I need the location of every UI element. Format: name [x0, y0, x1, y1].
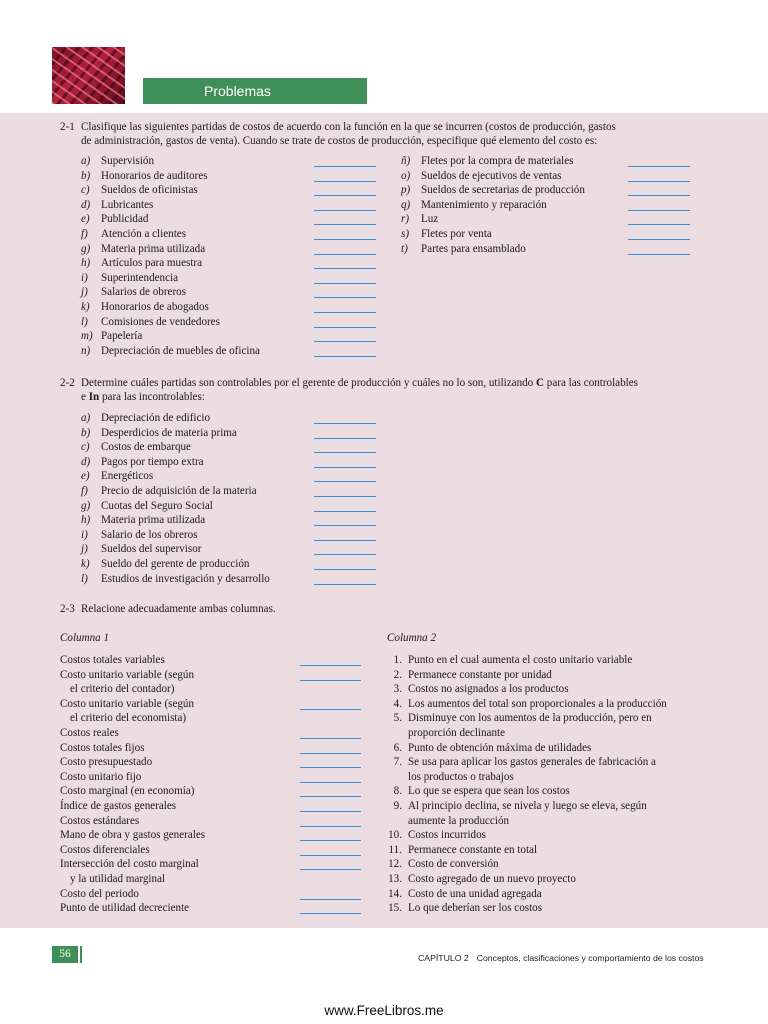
item-text: Superintendencia: [101, 271, 179, 284]
item-letter: a): [81, 155, 91, 167]
match-answer-line[interactable]: [300, 738, 361, 739]
item-letter: q): [401, 198, 411, 211]
chapter-footer: [418, 953, 704, 963]
item-text: Materia prima utilizada: [101, 242, 206, 255]
item-text: Depreciación de edificio: [101, 412, 211, 424]
item-text: Partes para ensamblado: [421, 242, 526, 255]
match-answer-line[interactable]: [300, 840, 361, 841]
column-2-number: 11.: [388, 843, 402, 856]
answer-line[interactable]: [314, 554, 376, 555]
column-2-item: Se usa para aplicar los gastos generales de fabricación a: [408, 756, 656, 769]
column-2-item: proporción declinante: [408, 727, 506, 739]
answer-line[interactable]: [628, 239, 690, 240]
answer-line[interactable]: [314, 496, 376, 497]
problem-2-text-part: para las controlables: [544, 377, 638, 389]
problem-3-number: 2-3: [60, 603, 75, 615]
header-photo: [52, 47, 125, 104]
column-2-number: 15.: [388, 902, 402, 915]
item-letter: c): [81, 184, 90, 197]
item-letter: c): [81, 441, 90, 454]
column-2-item: Los aumentos del total son proporcionales a la producción: [408, 697, 667, 710]
answer-line[interactable]: [314, 540, 376, 541]
item-text: Sueldos de ejecutivos de ventas: [421, 169, 562, 182]
item-text: Publicidad: [101, 213, 149, 226]
match-answer-line[interactable]: [300, 753, 361, 754]
answer-line[interactable]: [314, 525, 376, 526]
column-2-number: 10.: [388, 829, 402, 842]
problem-2-text-line-2: [81, 390, 205, 405]
column-2-item: Costos no asignados a los productos: [408, 683, 569, 696]
column-1-item: Costo del periodo: [60, 887, 139, 900]
column-1-item: Costo presupuestado: [60, 756, 153, 769]
answer-line[interactable]: [314, 569, 376, 570]
column-2-item: Permanece constante en total: [408, 843, 538, 856]
column-1-item: Costo unitario fijo: [60, 770, 142, 783]
item-letter: h): [81, 257, 91, 270]
column-1-item: Costos reales: [60, 727, 119, 739]
problem-2-text-part: Determine cuáles partidas son controlables por el gerente de producción y cuáles no lo son, utilizando: [81, 377, 537, 389]
match-answer-line[interactable]: [300, 855, 361, 856]
uncontrollable-code: In: [88, 391, 100, 403]
answer-line[interactable]: [314, 327, 376, 328]
section-banner: [143, 78, 367, 104]
website-footer: www.FreeLibros.me: [324, 1003, 444, 1018]
column-2-number: 13.: [388, 873, 402, 885]
match-answer-line[interactable]: [300, 665, 361, 666]
column-2-number: 3.: [393, 683, 402, 696]
column-2-item: Disminuye con los aumentos de la producción, pero en: [408, 712, 652, 725]
item-text: Sueldos del supervisor: [101, 543, 202, 556]
item-text: Lubricantes: [101, 198, 154, 211]
item-letter: k): [81, 558, 90, 570]
column-2-title: Columna 2: [387, 632, 437, 644]
answer-line[interactable]: [314, 254, 376, 255]
item-text: Cuotas del Seguro Social: [101, 499, 213, 512]
problem-2-text-part: e: [81, 391, 89, 403]
item-text: Materia prima utilizada: [101, 514, 206, 527]
item-text: Mantenimiento y reparación: [421, 198, 547, 211]
item-letter: l): [81, 315, 88, 328]
answer-line[interactable]: [314, 297, 376, 298]
column-1-item: el criterio del economista): [70, 712, 187, 725]
answer-line[interactable]: [314, 467, 376, 468]
item-letter: l): [81, 572, 88, 585]
item-letter: t): [401, 242, 408, 255]
answer-line[interactable]: [628, 210, 690, 211]
item-text: Honorarios de auditores: [101, 169, 208, 182]
page-number: 56: [52, 946, 78, 963]
item-text: Papelería: [101, 330, 143, 343]
item-text: Pagos por tiempo extra: [101, 455, 204, 468]
column-1-item: Costos estándares: [60, 814, 140, 827]
answer-line[interactable]: [314, 481, 376, 482]
column-1-item: Índice de gastos generales: [60, 800, 177, 812]
column-1-item: Costos totales fijos: [60, 741, 145, 754]
item-letter: f): [81, 228, 88, 240]
answer-line[interactable]: [314, 195, 376, 196]
column-2-item: Permanece constante por unidad: [408, 668, 552, 681]
match-answer-line[interactable]: [300, 869, 361, 870]
controllable-code: C: [536, 377, 545, 389]
match-answer-line[interactable]: [300, 782, 361, 783]
answer-line[interactable]: [314, 166, 376, 167]
item-text: Supervisión: [101, 155, 155, 167]
item-letter: d): [81, 198, 91, 211]
column-2-number: 7.: [393, 756, 402, 769]
column-1-item: el criterio del contador): [70, 683, 175, 696]
item-letter: s): [401, 228, 410, 240]
item-text: Fletes por la compra de materiales: [421, 155, 574, 167]
item-text: Honorarios de abogados: [101, 301, 209, 313]
match-answer-line[interactable]: [300, 826, 361, 827]
answer-line[interactable]: [314, 584, 376, 585]
item-letter: g): [81, 242, 91, 255]
item-letter: i): [81, 271, 88, 284]
answer-line[interactable]: [314, 452, 376, 453]
item-letter: b): [81, 426, 91, 439]
match-answer-line[interactable]: [300, 767, 361, 768]
item-text: Precio de adquisición de la materia: [101, 485, 257, 497]
item-letter: f): [81, 485, 88, 497]
column-1-item: Mano de obra y gastos generales: [60, 829, 206, 842]
item-letter: d): [81, 455, 91, 468]
answer-line[interactable]: [314, 511, 376, 512]
item-text: Atención a clientes: [101, 228, 187, 240]
column-1-item: Costos totales variables: [60, 654, 165, 666]
item-letter: n): [81, 344, 91, 357]
problem-2-text-line-1: [81, 376, 638, 391]
column-2-number: 14.: [388, 887, 402, 900]
column-2-item: Punto de obtención máxima de utilidades: [408, 741, 592, 754]
answer-line[interactable]: [314, 438, 376, 439]
match-answer-line[interactable]: [300, 796, 361, 797]
problem-1-number: 2-1: [60, 121, 75, 133]
chapter-title: Conceptos, clasificaciones y comportamiento de los costos: [476, 953, 704, 963]
item-text: Desperdicios de materia prima: [101, 426, 237, 439]
column-2-item: Punto en el cual aumenta el costo unitario variable: [408, 654, 633, 666]
column-2-item: Costos incurridos: [408, 829, 486, 842]
item-text: Depreciación de muebles de oficina: [101, 344, 260, 357]
answer-line[interactable]: [314, 312, 376, 313]
answer-line[interactable]: [314, 268, 376, 269]
answer-line[interactable]: [628, 181, 690, 182]
item-text: Sueldos de secretarias de producción: [421, 184, 585, 197]
item-letter: h): [81, 514, 91, 527]
answer-line[interactable]: [628, 254, 690, 255]
answer-line[interactable]: [314, 181, 376, 182]
column-1-item: Punto de utilidad decreciente: [60, 902, 190, 915]
column-2-item: Lo que deberían ser los costos: [408, 902, 543, 915]
answer-line[interactable]: [628, 224, 690, 225]
column-2-number: 2.: [393, 668, 402, 681]
column-1-item: Costos diferenciales: [60, 843, 150, 856]
item-text: Salario de los obreros: [101, 528, 198, 541]
item-text: Energéticos: [101, 470, 154, 483]
answer-line[interactable]: [314, 283, 376, 284]
page-number-bar: [80, 946, 82, 963]
column-1-item: y la utilidad marginal: [70, 873, 165, 885]
answer-line[interactable]: [314, 239, 376, 240]
match-answer-line[interactable]: [300, 709, 361, 710]
item-letter: p): [401, 184, 411, 197]
answer-line[interactable]: [628, 195, 690, 196]
column-2-item: aumente la producción: [408, 814, 510, 827]
column-2-item: Lo que se espera que sean los costos: [408, 785, 570, 798]
column-1-item: Costo unitario variable (según: [60, 697, 195, 710]
answer-line[interactable]: [314, 210, 376, 211]
item-letter: e): [81, 470, 90, 483]
item-letter: r): [401, 213, 410, 226]
item-letter: i): [81, 528, 88, 541]
column-2-item: Costo de conversión: [408, 858, 499, 871]
column-2-item: Costo agregado de un nuevo proyecto: [408, 873, 576, 885]
column-2-number: 8.: [393, 785, 402, 798]
item-text: Fletes por venta: [421, 228, 492, 240]
column-2-number: 4.: [393, 697, 402, 710]
column-1-item: Costo marginal (en economía): [60, 785, 195, 798]
problems-panel: [0, 113, 768, 928]
problem-1-text-line-2: de administración, gastos de venta). Cuando se trate de costos de producción, especifique qué elemento del costo es:: [81, 135, 598, 147]
column-1-item: Intersección del costo marginal: [60, 858, 199, 871]
item-letter: m): [81, 330, 93, 343]
column-2-number: 6.: [393, 741, 402, 754]
item-letter: a): [81, 412, 91, 424]
column-2-item: Costo de una unidad agregada: [408, 887, 542, 900]
item-text: Salarios de obreros: [101, 286, 187, 299]
match-answer-line[interactable]: [300, 899, 361, 900]
answer-line[interactable]: [314, 224, 376, 225]
column-2-number: 12.: [388, 858, 402, 871]
item-letter: e): [81, 213, 90, 226]
item-letter: ñ): [401, 155, 411, 167]
item-text: Comisiones de vendedores: [101, 315, 220, 328]
column-1-title: Columna 1: [60, 632, 110, 644]
section-banner-label: Problemas: [204, 83, 271, 99]
answer-line[interactable]: [314, 356, 376, 357]
problem-1-text-line-1: Clasifique las siguientes partidas de costos de acuerdo con la función en la que se incurren (costos de producción, gastos: [81, 121, 616, 133]
answer-line[interactable]: [628, 166, 690, 167]
column-2-number: 5.: [393, 712, 402, 725]
item-letter: o): [401, 169, 411, 182]
column-2-item: los productos o trabajos: [408, 770, 514, 783]
item-letter: g): [81, 499, 91, 512]
problem-2-number: 2-2: [60, 377, 75, 389]
answer-line[interactable]: [314, 423, 376, 424]
column-2-number: 9.: [393, 800, 402, 812]
item-text: Luz: [421, 213, 439, 226]
column-2-number: 1.: [393, 654, 402, 666]
item-text: Artículos para muestra: [101, 257, 203, 270]
answer-line[interactable]: [314, 341, 376, 342]
chapter-label: CAPÍTULO 2: [418, 953, 469, 963]
column-2-item: Al principio declina, se nivela y luego se eleva, según: [408, 800, 647, 812]
item-text: Estudios de investigación y desarrollo: [101, 572, 270, 585]
item-letter: j): [81, 543, 88, 556]
item-letter: b): [81, 169, 91, 182]
match-answer-line[interactable]: [300, 811, 361, 812]
problem-2-text-part: para las incontrolables:: [99, 391, 205, 403]
column-1-item: Costo unitario variable (según: [60, 668, 195, 681]
match-answer-line[interactable]: [300, 913, 361, 914]
problem-3-text: Relacione adecuadamente ambas columnas.: [81, 603, 276, 615]
item-text: Sueldos de oficinistas: [101, 184, 198, 197]
item-letter: j): [81, 286, 88, 299]
item-letter: k): [81, 301, 90, 313]
item-text: Costos de embarque: [101, 441, 191, 454]
item-text: Sueldo del gerente de producción: [101, 558, 250, 570]
match-answer-line[interactable]: [300, 680, 361, 681]
